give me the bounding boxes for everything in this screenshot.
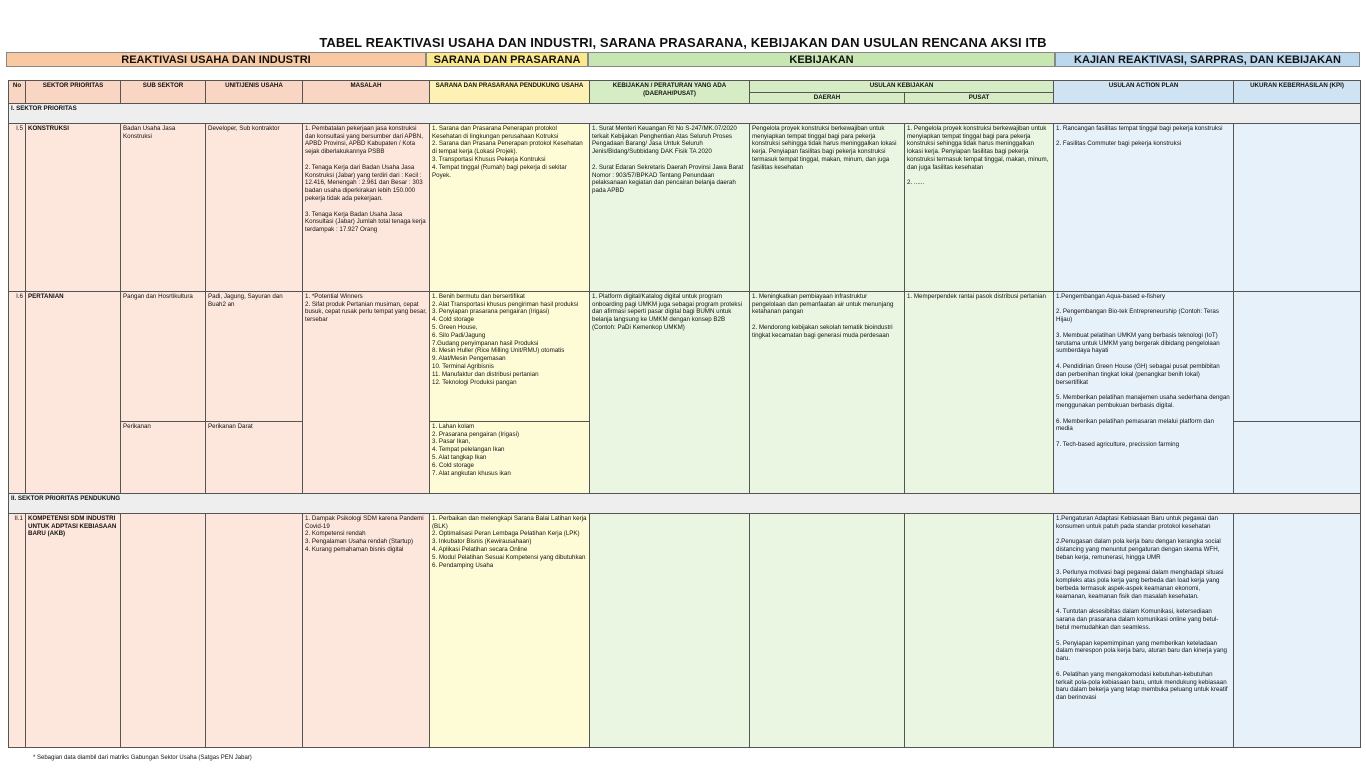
header-kebijakan: KEBIJAKAN / PERATURAN YANG ADA (DAERAH/PUSAT) (590, 81, 750, 104)
masalah-cell: 1. *Potential Winners 2. Sifat produk Pertanian musiman, cepat busuk, cepat rusak perlu tempat yang besar, tersebar (303, 291, 430, 493)
kpi-cell (1234, 513, 1361, 747)
table-row (9, 513, 1361, 747)
action-plan-cell: 1.Pengembangan Aqua-based e-fishery 2. Pengembangan Bio-tek Entrepreneurship (Contoh: Teras Hijau) 3. Membuat pelatihan UMKM yang berbasis teknologi (IoT) terutama untuk UMKM yang bergerak dibidang pengelolaan sumberdaya hayati 4. Pendidirian Green House (GH) sebagai pusat pembibitan dan perbenihan tingkat lokal (penangkar benih lokal) bersertifikat 5. Memberikan pelatihan manajemen usaha sederhana dengan menggunakan pembukuan berbasis digital. 6. Memberikan pelatihan pemasaran melalui platform dan media 7. Tech-based agriculture, precission farming (1054, 291, 1234, 493)
header-unit: UNIT/JENIS USAHA (206, 81, 303, 104)
footnote: * Sebagian data diambil dari matriks Gabungan Sektor Usaha (Satgas PEN Jabar) (33, 755, 252, 761)
masalah-cell: 1. Pembatalan pekerjaan jasa konstruksi dan konsultasi yang bersumber dari APBN, APBD Provinsi, APBD Kabupaten / Kota sejak diberlakukannya PSBB 2. Tenaga Kerja dari Badan Usaha Jasa Konstruksi (Jabar) yang terdiri dari : Kecil : 12.416, Menengah : 2.961 dan Besar : 303 badan usaha diperkirakan lebih 150.000 pekerja tidak ada pekerjaan. 3. Tenaga Kerja Badan Usaha Jasa Konsultasi (Jabar) Jumlah total tenaga kerja terdampak : 17.927 Orang (303, 123, 430, 291)
header-sarana: SARANA DAN PRASARANA PENDUKUNG USAHA (430, 81, 590, 104)
unit-cell: Perikanan Darat (206, 421, 303, 493)
table-row (9, 291, 1361, 421)
page-title: TABEL REAKTIVASI USAHA DAN INDUSTRI, SARANA PRASARANA, KEBIJAKAN DAN USULAN RENCANA AKSI ITB (319, 35, 1047, 50)
action-plan-cell: 1. Rancangan fasilitas tempat tinggal bagi pekerja konstruksi 2. Fasilitas Commuter bagi pekerja konstruksi (1054, 123, 1234, 291)
matrix-table (8, 80, 1361, 748)
usulan-daerah-cell (750, 513, 905, 747)
banner-reaktivasi: REAKTIVASI USAHA DAN INDUSTRI (6, 52, 426, 67)
unit-cell: Developer, Sub kontraktor (206, 123, 303, 291)
usulan-pusat-cell (905, 513, 1054, 747)
header-action: USULAN ACTION PLAN (1054, 81, 1234, 104)
row-number: I.5 (9, 123, 26, 291)
sector-name: PERTANIAN (26, 291, 121, 493)
sarana-cell: 1. Lahan kolam 2. Prasarana pengairan (Irigasi) 3. Pasar Ikan, 4. Tempat pelelangan Ikan 5. Alat tangkap Ikan 6. Cold storage 7. Alat angkutan khusus ikan (430, 421, 590, 493)
unit-cell (206, 513, 303, 747)
header-sektor: SEKTOR PRIORITAS (26, 81, 121, 104)
header-usulan: USULAN KEBIJAKAN (750, 81, 1054, 93)
subsector-cell (121, 513, 206, 747)
section-row (9, 493, 1361, 513)
unit-cell: Padi, Jagung, Sayuran dan Buah2 an (206, 291, 303, 421)
header-kpi: UKURAN KEBERHASILAN (KPI) (1234, 81, 1361, 104)
table-row (9, 123, 1361, 291)
sector-name: KOMPETENSI SDM INDUSTRI UNTUK ADPTASI KEBIASAAN BARU (AKB) (26, 513, 121, 747)
kebijakan-cell: 1. Platform digital/Katalog digital untuk program onboarding pagi UMKM juga sebagai program proteksi dan afirmasi seperti pasar digital bagi BUMN untuk belanja langsung ke UMKM dengan konsep B2B (Contoh: PaDi Kemenkop UMKM) (590, 291, 750, 493)
section-row (9, 103, 1361, 123)
section-title-2: II. SEKTOR PRIORITAS PENDUKUNG (9, 493, 1361, 513)
row-number: II.1 (9, 513, 26, 747)
header-row (9, 81, 1361, 93)
subsector-cell: Badan Usaha Jasa Konstruksi (121, 123, 206, 291)
masalah-cell: 1. Dampak Psikologi SDM karena Pandemi Covid-19 2. Kompetensi rendah 3. Pengalaman Usaha rendah (Startup) 4. Kurang pemahaman bisnis digital (303, 513, 430, 747)
kpi-cell (1234, 123, 1361, 291)
sector-name: KONSTRUKSI (26, 123, 121, 291)
banner-kebijakan: KEBIJAKAN (588, 52, 1055, 67)
usulan-pusat-cell: 1. Pengelola proyek konstruksi berkewajiban untuk menyiapkan tempat tinggal bagi para pekerja konstruksi sehingga tidak harus meninggalkan lokasi kerja. Penyiapan fasilitas bagi pekerja konstruksi termasuk tempat tinggal, makan, minum, dan juga fasilitas kesehatan 2. ...... (905, 123, 1054, 291)
header-no: No (9, 81, 26, 104)
usulan-pusat-cell: 1. Memperpendek rantai pasok distribusi pertanian (905, 291, 1054, 493)
action-plan-cell: 1.Pengaturan Adaptasi Kebiasaan Baru untuk pegawai dan konsumen untuk patuh pada standar protokol kesehatan 2.Penugasan dalam pola kerja baru dengan kerangka social distancing yang menuntut pengaturan dengan skema WFH, beban kerja, remunerasi, hingga UMR 3. Perlunya motivasi bagi pegawai dalam menghadapi situasi kompleks atas pola kerja yang berbeda dan load kerja yang berbeda termasuk aspek-aspek keamanan ekonomi, keamanan, keamanan fisik dan masalah kesehatan. 4. Tuntutan aksesibiltas dalam Komunikasi, ketersediaan sarana dan prasarana dalam komunikasi online yang betul-betul memudahkan dan seamless. 5. Penyiapan kepemimpinan yang memberikan keteladaan dalam merespon pola kerja baru, aturan baru dan kinerja yang baru. 6. Pelatihan yang mengakomodasi kebutuhan-kebutuhan terkait pola-pola kebiasaan baru, untuk mendukung kebiasaan baru dalam bekerja yang tetap membuka peluang untuk kreatif dan berinovasi (1054, 513, 1234, 747)
header-daerah: DAERAH (750, 93, 905, 104)
kebijakan-cell (590, 513, 750, 747)
usulan-daerah-cell: 1. Meningkatkan pembiayaan infrastruktur pengelolaan dan pemanfaatan air untuk menunjang ketahanan pangan 2. Mendorong kebijakan sekolah tematik bioindustri tingkat kecamatan bagi generasi muda perdesaan (750, 291, 905, 493)
section-title-1: I. SEKTOR PRIORITAS (9, 103, 1361, 123)
usulan-daerah-cell: Pengelola proyek konstruksi berkewajiban untuk menyiapkan tempat tinggal bagi para pekerja konstruksi sehingga tidak harus meninggalkan lokasi kerja. Penyiapan fasilitas bagi pekerja konstruksi termasuk tempat tinggal, makan, minum, dan juga fasilitas kesehatan (750, 123, 905, 291)
banner-kajian: KAJIAN REAKTIVASI, SARPRAS, DAN KEBIJAKAN (1055, 52, 1360, 67)
header-pusat: PUSAT (905, 93, 1054, 104)
banner-sarana: SARANA DAN PRASARANA (426, 52, 588, 67)
row-number: I.6 (9, 291, 26, 493)
subsector-cell: Perikanan (121, 421, 206, 493)
kpi-cell (1234, 291, 1361, 421)
subsector-cell: Pangan dan Hosrtikultura (121, 291, 206, 421)
sarana-cell: 1. Benih bermutu dan bersertifikat 2. Alat Transportasi khusus pengiriman hasil produksi 3. Penyiapan prasarana pengairan (Irigasi) 4. Cold storage 5. Green House, 6. Silo Padi/Jagung 7.Gudang penyimpanan hasil Produksi 8. Mesin Huller (Rice Milling Unit/RMU) otomatis 9. Alat/Mesin Pengemasan 10. Terminal Agribisnis 11. Manufaktur dan distribusi pertanian 12. Teknologi Produksi pangan (430, 291, 590, 421)
sarana-cell: 1. Sarana dan Prasarana Penerapan protokol Kesehatan di lingkungan perusahaan Kotruksi 2. Sarana dan Prasana Penerapan protokol Kesehatan di tempat kerja (Lokasi Projek). 3. Transportasi Khusus Pekerja Kontruksi 4. Tempat tinggal (Rumah) bagi pekerja di sekitar Poyek. (430, 123, 590, 291)
kebijakan-cell: 1. Surat Menteri Keuangan RI No S-247/MK.07/2020 terkait Kebijakan Penghentian Atas Seluruh Proses Pengadaan Barang/ Jasa Untuk Seluruh Jenis/Bidang/Subbidang DAK Fisik TA 2020 2. Surat Edaran Sekretaris Daerah Provinsi Jawa Barat Nomor : 903/57/BPKAD Tentang Penundaan pelaksanaan kegiatan dan pencairan belanja daerah pada APBD (590, 123, 750, 291)
header-masalah: MASALAH (303, 81, 430, 104)
header-subsektor: SUB SEKTOR (121, 81, 206, 104)
sarana-cell: 1. Perbaikan dan melengkapi Sarana Balai Latihan kerja (BLK) 2. Optimalisasi Peran Lembaga Pelatihan Kerja (LPK) 3. Inkubator Bisnis (Kewirausahaan) 4. Aplikasi Pelatihan secara Online 5. Modul Pelatihan Sesuai Kompetensi yang dibutuhkan 6. Pendamping Usaha (430, 513, 590, 747)
kpi-cell (1234, 421, 1361, 493)
